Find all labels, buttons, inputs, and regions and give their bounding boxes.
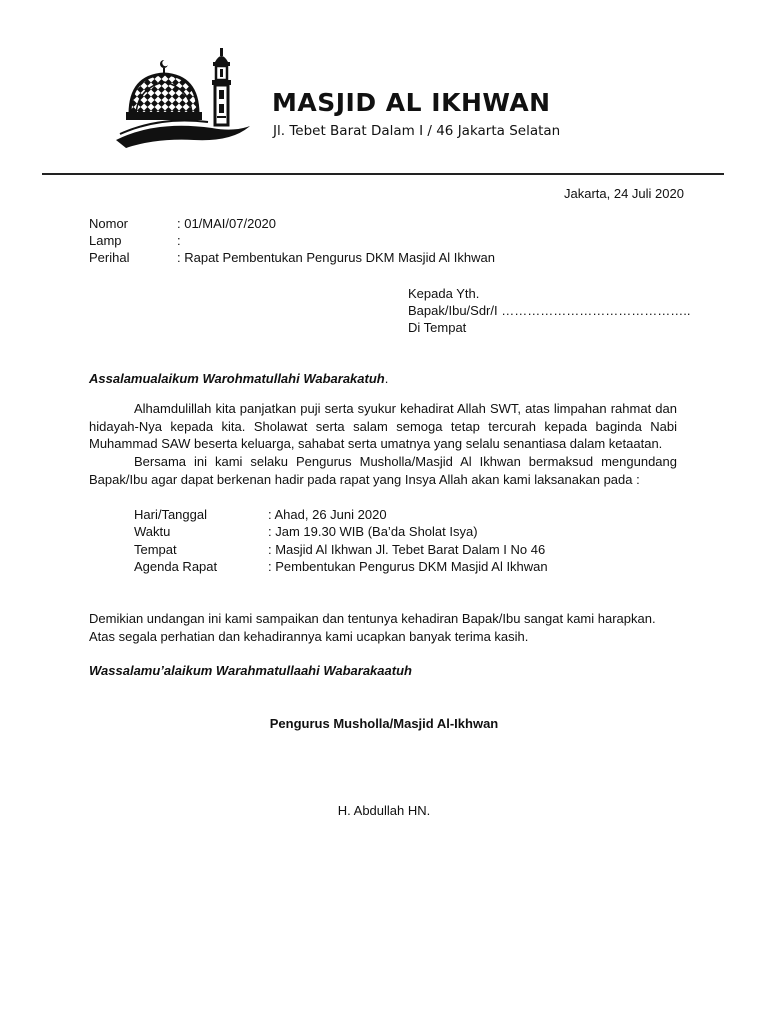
agenda-value-date: : Ahad, 26 Juni 2020 — [268, 507, 387, 522]
recipient-line-1: Kepada Yth. — [408, 286, 480, 301]
agenda-label-topic: Agenda Rapat — [134, 559, 218, 574]
agenda-value-time: : Jam 19.30 WIB (Ba’da Sholat Isya) — [268, 524, 478, 539]
recipient-line-3: Di Tempat — [408, 320, 467, 335]
closing-salam: Wassalamu’alaikum Warahmatullaahi Wabarakaatuh — [89, 663, 412, 678]
mosque-logo-icon — [116, 44, 254, 156]
meta-value-perihal: : Rapat Pembentukan Pengurus DKM Masjid Al Ikhwan — [177, 250, 495, 265]
body-paragraph-1 — [89, 400, 677, 453]
body-paragraph-2 — [89, 453, 677, 488]
meta-label-lamp: Lamp — [89, 233, 122, 248]
meta-label-nomor: Nomor — [89, 216, 129, 231]
opening-greeting — [89, 370, 388, 387]
agenda-value-place: : Masjid Al Ikhwan Jl. Tebet Barat Dalam I No 46 — [268, 542, 546, 557]
closing-line-2: Atas segala perhatian dan kehadirannya kami ucapkan banyak terima kasih. — [89, 629, 529, 644]
recipient-line-2: Bapak/Ibu/Sdr/I …………………………………….. — [408, 303, 691, 318]
org-address: Jl. Tebet Barat Dalam I / 46 Jakarta Selatan — [273, 123, 561, 139]
signature-org: Pengurus Musholla/Masjid Al-Ikhwan — [269, 716, 499, 731]
agenda-value-topic: : Pembentukan Pengurus DKM Masjid Al Ikhwan — [268, 559, 548, 574]
agenda-label-time: Waktu — [134, 524, 171, 539]
meta-label-perihal: Perihal — [89, 250, 130, 265]
org-name: MASJID AL IKHWAN — [272, 88, 551, 117]
opening-greeting-period: . — [384, 371, 389, 386]
letter-date: Jakarta, 24 Juli 2020 — [564, 186, 684, 201]
signature-name: H. Abdullah HN. — [337, 803, 431, 818]
body-paragraph-1-text: Alhamdulillah kita panjatkan puji serta syukur kehadirat Allah SWT, atas limpahan rahmat dan hidayah-Nya kepada kita. Sholawat serta salam semoga tetap tercurah kepada baginda Nabi Muhammad SAW beserta keluarga, sahabat serta umatnya yang selalu senantiasa dalam ketaatan. — [89, 401, 677, 451]
meta-value-nomor: : 01/MAI/07/2020 — [177, 216, 277, 231]
agenda-label-date: Hari/Tanggal — [134, 507, 207, 522]
agenda-label-place: Tempat — [134, 542, 177, 557]
header-divider — [42, 173, 724, 175]
meta-value-lamp: : — [177, 233, 181, 248]
closing-line-1: Demikian undangan ini kami sampaikan dan tentunya kehadiran Bapak/Ibu sangat kami harapkan. — [89, 611, 656, 626]
body-paragraph-2-text: Bersama ini kami selaku Pengurus Musholla/Masjid Al Ikhwan bermaksud mengundang Bapak/Ibu agar dapat berkenan hadir pada rapat yang Insya Allah akan kami laksanakan pada : — [89, 454, 677, 487]
opening-greeting-text: Assalamualaikum Warohmatullahi Wabarakatuh — [89, 371, 385, 386]
